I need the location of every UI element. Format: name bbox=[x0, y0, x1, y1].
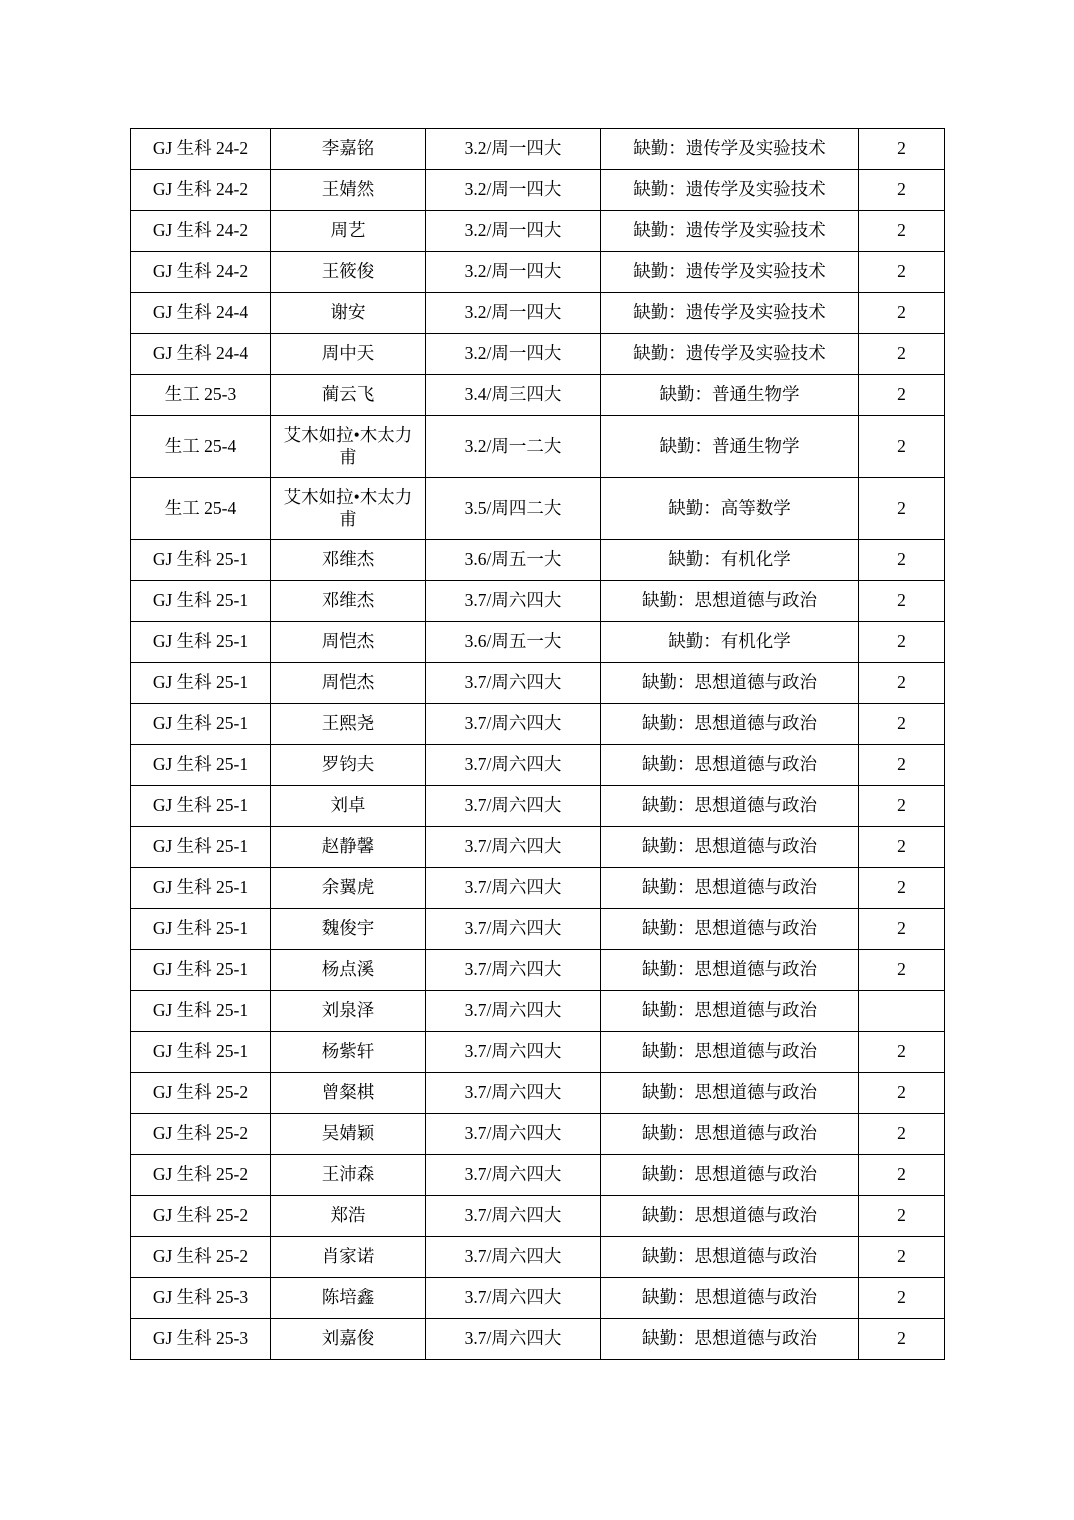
cell-reason: 缺勤：遗传学及实验技术 bbox=[601, 211, 859, 252]
table-row bbox=[131, 991, 945, 1032]
cell-score: 2 bbox=[859, 827, 945, 868]
cell-score: 2 bbox=[859, 1073, 945, 1114]
cell-name: 赵静馨 bbox=[271, 827, 426, 868]
table-row bbox=[131, 252, 945, 293]
cell-name: 王婧然 bbox=[271, 170, 426, 211]
cell-name: 周艺 bbox=[271, 211, 426, 252]
table-row bbox=[131, 129, 945, 170]
cell-score: 2 bbox=[859, 745, 945, 786]
cell-name: 刘泉泽 bbox=[271, 991, 426, 1032]
cell-score: 2 bbox=[859, 170, 945, 211]
cell-reason: 缺勤：遗传学及实验技术 bbox=[601, 334, 859, 375]
cell-name: 邓维杰 bbox=[271, 540, 426, 581]
cell-score: 2 bbox=[859, 416, 945, 478]
cell-name: 王熙尧 bbox=[271, 704, 426, 745]
cell-class: GJ 生科 25-1 bbox=[131, 868, 271, 909]
cell-time: 3.7/周六四大 bbox=[426, 1155, 601, 1196]
cell-time: 3.6/周五一大 bbox=[426, 622, 601, 663]
table-row bbox=[131, 540, 945, 581]
cell-time: 3.5/周四二大 bbox=[426, 478, 601, 540]
cell-name: 王沛森 bbox=[271, 1155, 426, 1196]
cell-score: 2 bbox=[859, 293, 945, 334]
table-row bbox=[131, 293, 945, 334]
cell-class: GJ 生科 25-1 bbox=[131, 622, 271, 663]
cell-score: 2 bbox=[859, 1155, 945, 1196]
cell-reason: 缺勤：思想道德与政治 bbox=[601, 1278, 859, 1319]
table-row bbox=[131, 704, 945, 745]
cell-class: GJ 生科 25-1 bbox=[131, 827, 271, 868]
cell-class: GJ 生科 25-2 bbox=[131, 1155, 271, 1196]
table-row bbox=[131, 1278, 945, 1319]
cell-reason: 缺勤：思想道德与政治 bbox=[601, 786, 859, 827]
cell-class: GJ 生科 25-2 bbox=[131, 1114, 271, 1155]
cell-reason: 缺勤：思想道德与政治 bbox=[601, 1196, 859, 1237]
cell-score: 2 bbox=[859, 129, 945, 170]
table-row bbox=[131, 663, 945, 704]
cell-reason: 缺勤：遗传学及实验技术 bbox=[601, 129, 859, 170]
cell-time: 3.7/周六四大 bbox=[426, 1319, 601, 1360]
cell-time: 3.2/周一二大 bbox=[426, 416, 601, 478]
cell-name: 刘卓 bbox=[271, 786, 426, 827]
cell-reason: 缺勤：思想道德与政治 bbox=[601, 1073, 859, 1114]
cell-name: 罗钧夫 bbox=[271, 745, 426, 786]
cell-time: 3.2/周一四大 bbox=[426, 170, 601, 211]
cell-name: 郑浩 bbox=[271, 1196, 426, 1237]
cell-score: 2 bbox=[859, 909, 945, 950]
cell-time: 3.7/周六四大 bbox=[426, 1032, 601, 1073]
attendance-table-body bbox=[131, 129, 945, 1360]
cell-class: GJ 生科 24-2 bbox=[131, 129, 271, 170]
cell-time: 3.2/周一四大 bbox=[426, 293, 601, 334]
cell-reason: 缺勤：遗传学及实验技术 bbox=[601, 170, 859, 211]
table-row bbox=[131, 211, 945, 252]
cell-time: 3.4/周三四大 bbox=[426, 375, 601, 416]
cell-score: 2 bbox=[859, 334, 945, 375]
cell-score: 2 bbox=[859, 1032, 945, 1073]
table-row bbox=[131, 950, 945, 991]
cell-reason: 缺勤：有机化学 bbox=[601, 622, 859, 663]
cell-reason: 缺勤：思想道德与政治 bbox=[601, 827, 859, 868]
cell-class: GJ 生科 25-1 bbox=[131, 786, 271, 827]
cell-time: 3.7/周六四大 bbox=[426, 1278, 601, 1319]
cell-name: 周中天 bbox=[271, 334, 426, 375]
cell-name: 刘嘉俊 bbox=[271, 1319, 426, 1360]
cell-class: GJ 生科 24-4 bbox=[131, 293, 271, 334]
table-row bbox=[131, 622, 945, 663]
cell-time: 3.7/周六四大 bbox=[426, 1114, 601, 1155]
cell-name: 周恺杰 bbox=[271, 663, 426, 704]
cell-name: 艾木如拉•木太力甫 bbox=[271, 478, 426, 540]
cell-class: GJ 生科 25-2 bbox=[131, 1073, 271, 1114]
cell-reason: 缺勤：思想道德与政治 bbox=[601, 663, 859, 704]
cell-score: 2 bbox=[859, 704, 945, 745]
cell-class: GJ 生科 24-2 bbox=[131, 170, 271, 211]
table-row bbox=[131, 334, 945, 375]
cell-name: 肖家诺 bbox=[271, 1237, 426, 1278]
cell-score: 2 bbox=[859, 211, 945, 252]
cell-score: 2 bbox=[859, 950, 945, 991]
cell-name: 余翼虎 bbox=[271, 868, 426, 909]
cell-reason: 缺勤：思想道德与政治 bbox=[601, 1155, 859, 1196]
cell-time: 3.7/周六四大 bbox=[426, 868, 601, 909]
cell-time: 3.7/周六四大 bbox=[426, 1196, 601, 1237]
cell-score: 2 bbox=[859, 868, 945, 909]
cell-class: GJ 生科 25-2 bbox=[131, 1196, 271, 1237]
cell-reason: 缺勤：思想道德与政治 bbox=[601, 745, 859, 786]
cell-time: 3.2/周一四大 bbox=[426, 252, 601, 293]
cell-score bbox=[859, 991, 945, 1032]
cell-time: 3.2/周一四大 bbox=[426, 211, 601, 252]
cell-reason: 缺勤：思想道德与政治 bbox=[601, 1237, 859, 1278]
cell-reason: 缺勤：普通生物学 bbox=[601, 416, 859, 478]
cell-name: 王筱俊 bbox=[271, 252, 426, 293]
table-row bbox=[131, 827, 945, 868]
table-row bbox=[131, 1237, 945, 1278]
cell-time: 3.2/周一四大 bbox=[426, 334, 601, 375]
cell-class: GJ 生科 25-1 bbox=[131, 540, 271, 581]
cell-reason: 缺勤：思想道德与政治 bbox=[601, 581, 859, 622]
cell-class: GJ 生科 25-1 bbox=[131, 745, 271, 786]
cell-time: 3.7/周六四大 bbox=[426, 827, 601, 868]
cell-reason: 缺勤：思想道德与政治 bbox=[601, 991, 859, 1032]
cell-class: GJ 生科 25-1 bbox=[131, 1032, 271, 1073]
cell-score: 2 bbox=[859, 1237, 945, 1278]
cell-class: GJ 生科 25-1 bbox=[131, 663, 271, 704]
cell-time: 3.7/周六四大 bbox=[426, 745, 601, 786]
table-row bbox=[131, 1032, 945, 1073]
cell-time: 3.7/周六四大 bbox=[426, 1237, 601, 1278]
cell-class: GJ 生科 25-3 bbox=[131, 1319, 271, 1360]
cell-score: 2 bbox=[859, 786, 945, 827]
cell-score: 2 bbox=[859, 1319, 945, 1360]
cell-class: 生工 25-4 bbox=[131, 416, 271, 478]
cell-class: GJ 生科 25-3 bbox=[131, 1278, 271, 1319]
cell-time: 3.7/周六四大 bbox=[426, 1073, 601, 1114]
cell-score: 2 bbox=[859, 540, 945, 581]
cell-time: 3.7/周六四大 bbox=[426, 786, 601, 827]
cell-name: 杨紫轩 bbox=[271, 1032, 426, 1073]
cell-reason: 缺勤：思想道德与政治 bbox=[601, 1319, 859, 1360]
cell-score: 2 bbox=[859, 622, 945, 663]
cell-time: 3.7/周六四大 bbox=[426, 581, 601, 622]
table-row bbox=[131, 478, 945, 540]
cell-score: 2 bbox=[859, 478, 945, 540]
cell-score: 2 bbox=[859, 1196, 945, 1237]
cell-class: GJ 生科 25-1 bbox=[131, 991, 271, 1032]
cell-class: GJ 生科 24-2 bbox=[131, 252, 271, 293]
table-row bbox=[131, 416, 945, 478]
cell-name: 魏俊宇 bbox=[271, 909, 426, 950]
cell-reason: 缺勤：思想道德与政治 bbox=[601, 909, 859, 950]
cell-name: 陈培鑫 bbox=[271, 1278, 426, 1319]
cell-time: 3.7/周六四大 bbox=[426, 950, 601, 991]
cell-class: 生工 25-3 bbox=[131, 375, 271, 416]
table-row bbox=[131, 868, 945, 909]
table-row bbox=[131, 1073, 945, 1114]
cell-reason: 缺勤：思想道德与政治 bbox=[601, 868, 859, 909]
cell-reason: 缺勤：遗传学及实验技术 bbox=[601, 293, 859, 334]
cell-class: GJ 生科 25-1 bbox=[131, 909, 271, 950]
cell-score: 2 bbox=[859, 1278, 945, 1319]
cell-score: 2 bbox=[859, 581, 945, 622]
cell-name: 李嘉铭 bbox=[271, 129, 426, 170]
cell-score: 2 bbox=[859, 252, 945, 293]
cell-name: 周恺杰 bbox=[271, 622, 426, 663]
cell-reason: 缺勤：高等数学 bbox=[601, 478, 859, 540]
table-row bbox=[131, 786, 945, 827]
table-row bbox=[131, 745, 945, 786]
cell-score: 2 bbox=[859, 375, 945, 416]
cell-time: 3.7/周六四大 bbox=[426, 909, 601, 950]
table-row bbox=[131, 581, 945, 622]
table-row bbox=[131, 375, 945, 416]
table-row bbox=[131, 1196, 945, 1237]
cell-class: GJ 生科 25-1 bbox=[131, 581, 271, 622]
cell-class: GJ 生科 25-1 bbox=[131, 950, 271, 991]
attendance-table bbox=[130, 128, 945, 1360]
cell-class: GJ 生科 25-1 bbox=[131, 704, 271, 745]
cell-reason: 缺勤：有机化学 bbox=[601, 540, 859, 581]
cell-reason: 缺勤：普通生物学 bbox=[601, 375, 859, 416]
table-row bbox=[131, 1155, 945, 1196]
cell-class: GJ 生科 24-2 bbox=[131, 211, 271, 252]
cell-reason: 缺勤：思想道德与政治 bbox=[601, 950, 859, 991]
cell-score: 2 bbox=[859, 663, 945, 704]
table-row bbox=[131, 1114, 945, 1155]
cell-reason: 缺勤：思想道德与政治 bbox=[601, 1114, 859, 1155]
cell-name: 谢安 bbox=[271, 293, 426, 334]
cell-class: GJ 生科 25-2 bbox=[131, 1237, 271, 1278]
table-row bbox=[131, 170, 945, 211]
cell-reason: 缺勤：思想道德与政治 bbox=[601, 704, 859, 745]
table-row bbox=[131, 1319, 945, 1360]
table-row bbox=[131, 909, 945, 950]
cell-reason: 缺勤：思想道德与政治 bbox=[601, 1032, 859, 1073]
cell-name: 艾木如拉•木太力甫 bbox=[271, 416, 426, 478]
cell-name: 曾粲棋 bbox=[271, 1073, 426, 1114]
cell-score: 2 bbox=[859, 1114, 945, 1155]
cell-reason: 缺勤：遗传学及实验技术 bbox=[601, 252, 859, 293]
cell-time: 3.2/周一四大 bbox=[426, 129, 601, 170]
cell-name: 邓维杰 bbox=[271, 581, 426, 622]
cell-class: GJ 生科 24-4 bbox=[131, 334, 271, 375]
cell-time: 3.7/周六四大 bbox=[426, 991, 601, 1032]
cell-time: 3.7/周六四大 bbox=[426, 663, 601, 704]
cell-time: 3.6/周五一大 bbox=[426, 540, 601, 581]
cell-class: 生工 25-4 bbox=[131, 478, 271, 540]
cell-time: 3.7/周六四大 bbox=[426, 704, 601, 745]
cell-name: 吴婧颖 bbox=[271, 1114, 426, 1155]
cell-name: 杨点溪 bbox=[271, 950, 426, 991]
cell-name: 蔺云飞 bbox=[271, 375, 426, 416]
